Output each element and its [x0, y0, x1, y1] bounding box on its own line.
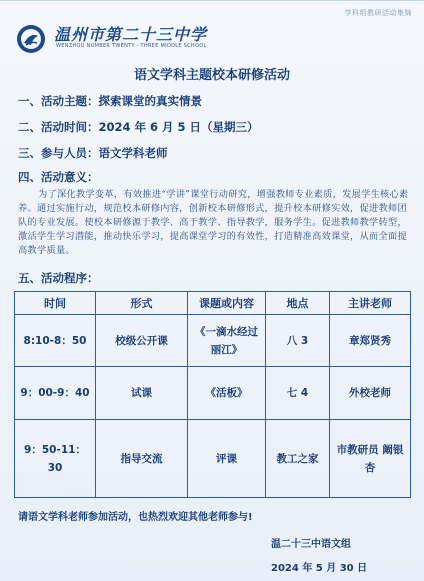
table-cell: 9：00-9：40: [15, 367, 96, 420]
activity-meaning-row: [18, 169, 99, 185]
table-cell: 市教研员 阚银杏: [330, 420, 411, 498]
schedule-table: [14, 291, 411, 498]
table-cell: 外校老师: [330, 367, 411, 420]
table-header-row: [15, 292, 411, 315]
header-topic: 课题或内容: [188, 292, 266, 315]
activity-theme-row: [18, 93, 202, 109]
activity-time-value: 2024 年 6 月 5 日（星期三）: [98, 120, 259, 134]
table-cell: 8:10-8：50: [15, 315, 96, 367]
table-row: [15, 420, 411, 498]
table-cell: 评课: [188, 420, 266, 498]
school-name: 温州市第二十三中学: [54, 25, 208, 44]
activity-theme-value: 探索课堂的真实情景: [98, 94, 202, 108]
table-row: [15, 315, 411, 367]
table-cell: 七 4: [266, 367, 330, 420]
activity-program-row: [18, 270, 99, 286]
table-cell: 指导交流: [96, 420, 188, 498]
table-cell: 教工之家: [266, 420, 330, 498]
activity-meaning-label: 四、活动意义：: [18, 170, 99, 184]
activity-meaning-text: 为了深化教学变革，有效推进“学讲”课堂行动研究，增强教师专业素质，发展学生核心素养。通过实施行动，规范校本研修内容，创新校本研修形式，提升校本研修实效，促进教师团队的专业发展。使校本研修源于教学、高于教学、指导教学，服务学生。促进教师教学转型，激活学生学习潜能，推动快乐学习，提高课堂学习的有效性，打造精准高效课堂，从而全面提高教学质量。: [18, 189, 409, 256]
header-caption: 学科组教研活动集锦: [344, 9, 412, 17]
document-date: 2024 年 5 月 30 日: [271, 563, 368, 574]
header-location: 地点: [266, 292, 330, 315]
table-cell: 《一滴水经过丽江》: [188, 315, 266, 367]
header-speaker: 主讲老师: [330, 292, 411, 315]
organizer-signature: 温二十三中语文组: [271, 539, 351, 550]
school-logo-icon: [16, 24, 46, 54]
participants-label: 三、参与人员：: [18, 146, 99, 160]
activity-time-row: [18, 119, 259, 135]
invitation-note: 请语文学科老师参加活动，也热烈欢迎其他老师参与!: [18, 512, 253, 523]
participants-row: [18, 145, 168, 161]
activity-theme-label: 一、活动主题：: [18, 94, 99, 108]
page-title: 语文学科主题校本研修活动: [133, 68, 290, 83]
header-divider: [0, 0, 424, 1]
activity-program-label: 五、活动程序：: [18, 271, 99, 285]
header-format: 形式: [96, 292, 188, 315]
school-english-name: WENZHOU NUMBER TWENTY · THREE MIDDLE SCHOOL: [56, 43, 207, 49]
table-cell: 试课: [96, 367, 188, 420]
table-row: [15, 367, 411, 420]
table-cell: 9：50-11：30: [15, 420, 96, 498]
table-cell: 校级公开课: [96, 315, 188, 367]
activity-time-label: 二、活动时间：: [18, 120, 99, 134]
table-cell: 八 3: [266, 315, 330, 367]
table-cell: 《活板》: [188, 367, 266, 420]
table-cell: 章郑贤秀: [330, 315, 411, 367]
participants-value: 语文学科老师: [98, 146, 168, 160]
header-time: 时间: [15, 292, 96, 315]
